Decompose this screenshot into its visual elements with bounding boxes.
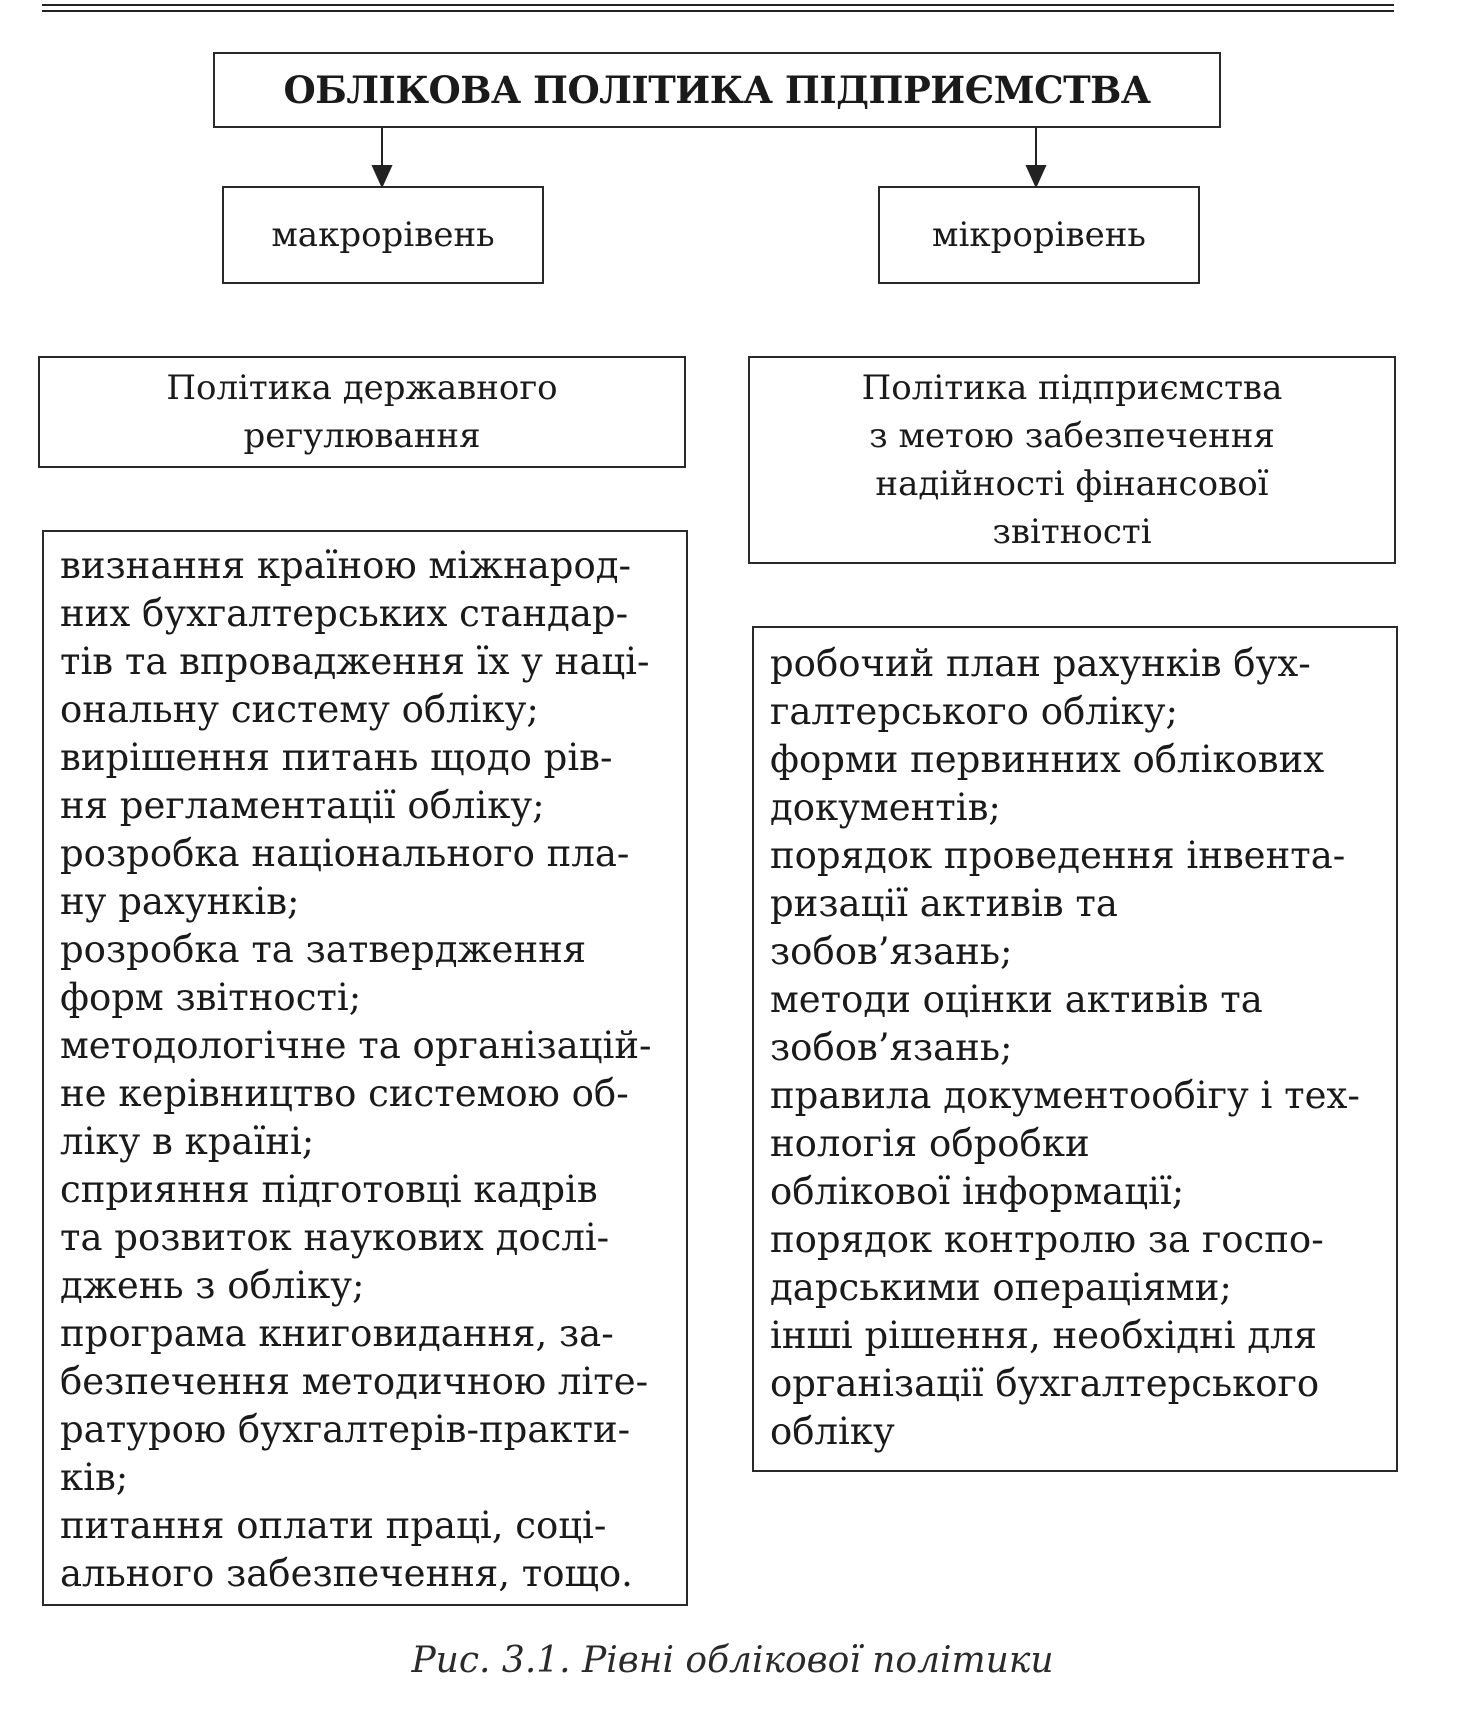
micro-level-label: мікрорівень <box>932 215 1146 255</box>
macro-list-box <box>42 530 688 1606</box>
enterprise-policy-box <box>748 356 1396 564</box>
micro-list-text: робочий план рахунків бух- галтерського обліку; форми первинних облікових документів; порядок проведення інвента- ризації активів та зобов’язань; методи оцінки активів та зобов’язань; правила документообігу і тех- нологія обробки облікової інформації; порядок контролю за госпо- дарськими операціями; інші рішення, необхідні для організації бухгалтерського обліку <box>770 642 1360 1453</box>
arrowhead-micro <box>1027 166 1045 186</box>
macro-level-box <box>222 186 544 284</box>
state-policy-text: Політика державного регулювання <box>166 368 558 456</box>
macro-level-label: макрорівень <box>271 215 495 255</box>
state-policy-box <box>38 356 686 468</box>
arrowhead-macro <box>373 166 391 186</box>
micro-list-box <box>752 626 1398 1472</box>
micro-level-box <box>878 186 1200 284</box>
enterprise-policy-text: Політика підприємства з метою забезпечення надійності фінансової звітності <box>861 368 1283 552</box>
connector-arrows <box>0 0 1465 200</box>
macro-list-text: визнання країною міжнарод- них бухгалтерських стандар- тів та впровадження їх у наці- ональну систему обліку; вирішення питань щодо рів- ня регламентації обліку; розробка національного пла- ну рахунків; розробка та затвердження форм звітності; методологічне та організацій- не керівництво системою об- ліку в країні; сприяння підготовці кадрів та розвиток наукових дослі- джень з обліку; програма книговидання, за- безпечення методичною літе- ратурою бухгалтерів-практи- ків; питання оплати праці, соці- ального забезпечення, тощо. <box>60 544 652 1595</box>
figure-caption: Рис. 3.1. Рівні облікової політики <box>411 1640 1054 1681</box>
diagram-title: ОБЛІКОВА ПОЛІТИКА ПІДПРИЄМСТВА <box>283 68 1151 112</box>
